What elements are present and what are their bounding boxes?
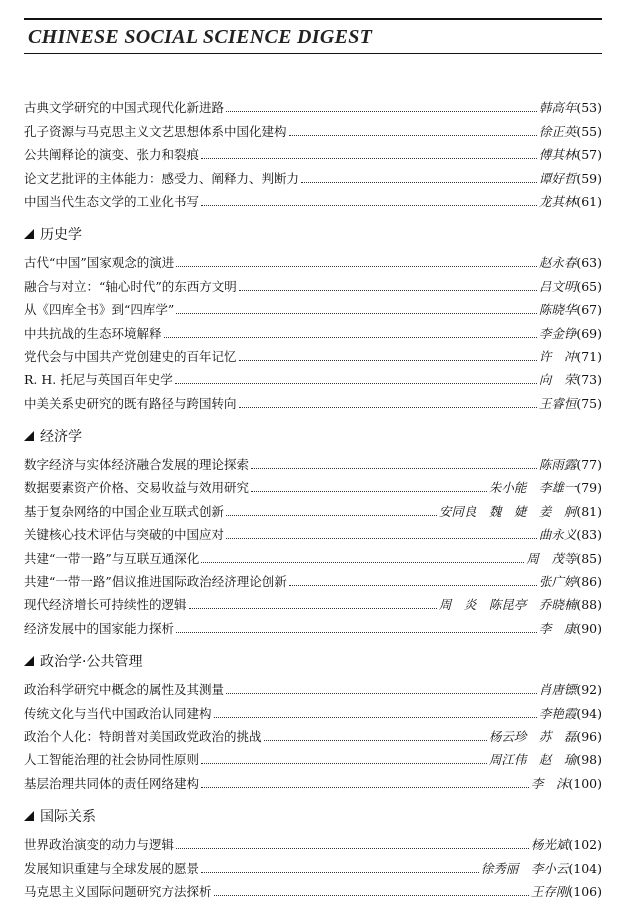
- entry-title: 数据要素资产价格、交易收益与效用研究: [24, 480, 250, 496]
- toc-entry[interactable]: [24, 566, 602, 589]
- entry-title: 党代会与中国共产党创建史的百年记忆: [24, 348, 237, 364]
- toc-entry[interactable]: [24, 542, 602, 565]
- dot-leader: [226, 515, 437, 516]
- toc-entry[interactable]: [24, 341, 602, 364]
- entry-title: 古代“中国”国家观念的演进: [24, 255, 175, 271]
- entry-page: (102): [568, 837, 602, 853]
- entry-title: 政治个人化：特朗普对美国政党政治的挑战: [24, 728, 262, 744]
- toc-entry[interactable]: [24, 472, 602, 495]
- entry-page: (75): [576, 395, 602, 411]
- entry-title: 从《四库全书》到“四库学”: [24, 302, 175, 318]
- toc-entry[interactable]: [24, 449, 602, 472]
- dot-leader: [239, 360, 537, 361]
- dot-leader: [214, 895, 529, 896]
- entry-page: (94): [576, 705, 602, 721]
- toc-entry[interactable]: [24, 495, 602, 518]
- dot-leader: [201, 562, 524, 563]
- triangle-marker-icon: [24, 229, 34, 239]
- toc-entry[interactable]: [24, 519, 602, 542]
- entry-author: 安同良 魏 婕 姜 舸: [438, 503, 577, 519]
- toc-entry[interactable]: [24, 317, 602, 340]
- entry-page: (104): [568, 860, 602, 876]
- entry-title: R. H. 托尼与英国百年史学: [24, 372, 173, 388]
- dot-leader: [189, 608, 437, 609]
- entry-page: (57): [576, 147, 602, 163]
- entry-page: (67): [576, 302, 602, 318]
- entry-author: 杨光斌: [530, 837, 569, 853]
- entry-author: 赵永春: [538, 255, 577, 271]
- entry-page: (73): [576, 372, 602, 388]
- toc-section: [24, 648, 602, 791]
- table-of-contents: [24, 92, 602, 899]
- dot-leader: [164, 337, 537, 338]
- entry-page: (63): [576, 255, 602, 271]
- entry-title: 传统文化与当代中国政治认同建构: [24, 705, 212, 721]
- section-heading-text: 政治学·公共管理: [40, 653, 143, 670]
- entry-page: (96): [576, 728, 602, 744]
- dot-leader: [201, 872, 479, 873]
- toc-entry[interactable]: [24, 186, 602, 209]
- entry-page: (88): [576, 597, 602, 613]
- entry-author: 王睿恒: [538, 395, 577, 411]
- entry-author: 李艳霞: [538, 705, 577, 721]
- toc-entry[interactable]: [24, 829, 602, 852]
- entry-author: 韩高年: [538, 100, 577, 116]
- toc-entry[interactable]: [24, 92, 602, 115]
- entry-author: 朱小能 李雄一: [488, 480, 577, 496]
- dot-leader: [289, 585, 537, 586]
- entry-page: (90): [576, 620, 602, 636]
- toc-entry[interactable]: [24, 115, 602, 138]
- entry-page: (106): [568, 883, 602, 899]
- toc-entry[interactable]: [24, 294, 602, 317]
- entry-title: 关键核心技术评估与突破的中国应对: [24, 527, 225, 543]
- entry-title: 公共阐释论的演变、张力和裂痕: [24, 147, 200, 163]
- dot-leader: [251, 468, 537, 469]
- toc-entry[interactable]: [24, 387, 602, 410]
- entry-page: (61): [576, 193, 602, 209]
- entry-title: 中美关系史研究的既有路径与跨国转向: [24, 395, 237, 411]
- toc-entry[interactable]: [24, 162, 602, 185]
- entry-author: 王存刚: [530, 883, 569, 899]
- entry-title: 人工智能治理的社会协同性原则: [24, 752, 200, 768]
- entry-author: 陈雨露: [538, 457, 577, 473]
- section-heading-text: 经济学: [40, 428, 82, 445]
- journal-title: CHINESE SOCIAL SCIENCE DIGEST: [28, 26, 373, 48]
- dot-leader: [226, 693, 537, 694]
- dot-leader: [226, 111, 537, 112]
- toc-entry[interactable]: [24, 744, 602, 767]
- entry-author: 肖唐镖: [538, 682, 577, 698]
- toc-entry[interactable]: [24, 697, 602, 720]
- dot-leader: [289, 135, 537, 136]
- entry-author: 曲永义: [538, 527, 577, 543]
- entry-author: 陈晓华: [538, 302, 577, 318]
- toc-section: [24, 221, 602, 411]
- entry-title: 融合与对立：“轴心时代”的东西方文明: [24, 278, 237, 294]
- masthead: [24, 18, 602, 54]
- entry-author: 傅其林: [538, 147, 577, 163]
- toc-entry[interactable]: [24, 589, 602, 612]
- dot-leader: [201, 787, 529, 788]
- toc-entry[interactable]: [24, 721, 602, 744]
- dot-leader: [264, 740, 487, 741]
- toc-section: [24, 423, 602, 636]
- entry-author: 吕文明: [538, 278, 577, 294]
- entry-author: 徐秀丽 李小云: [480, 860, 569, 876]
- entry-author: 徐正英: [538, 123, 577, 139]
- entry-title: 基层治理共同体的责任网络建构: [24, 775, 200, 791]
- entry-title: 现代经济增长可持续性的逻辑: [24, 597, 187, 613]
- dot-leader: [226, 538, 537, 539]
- entry-title: 中共抗战的生态环境解释: [24, 325, 162, 341]
- entry-author: 李 康: [538, 620, 577, 636]
- entry-title: 基于复杂网络的中国企业互联式创新: [24, 503, 225, 519]
- dot-leader: [176, 632, 537, 633]
- toc-entry[interactable]: [24, 674, 602, 697]
- section-heading: [24, 648, 602, 674]
- dot-leader: [251, 491, 487, 492]
- dot-leader: [176, 848, 529, 849]
- toc-entry[interactable]: [24, 364, 602, 387]
- entry-author: 周 炎 陈昆亭 乔晓楠: [438, 597, 577, 613]
- entry-author: 向 荣: [538, 372, 577, 388]
- entry-page: (81): [576, 503, 602, 519]
- toc-section: [24, 803, 602, 899]
- entry-title: 政治科学研究中概念的属性及其测量: [24, 682, 225, 698]
- triangle-marker-icon: [24, 656, 34, 666]
- entry-title: 论文艺批评的主体能力：感受力、阐释力、判断力: [24, 170, 300, 186]
- dot-leader: [239, 407, 537, 408]
- dot-leader: [176, 313, 537, 314]
- entry-title: 经济发展中的国家能力探析: [24, 620, 175, 636]
- entry-author: 李金铮: [538, 325, 577, 341]
- entry-page: (69): [576, 325, 602, 341]
- dot-leader: [201, 205, 537, 206]
- entry-title: 共建“一带一路”倡议推进国际政治经济理论创新: [24, 574, 287, 590]
- entry-page: (85): [576, 550, 602, 566]
- section-heading: [24, 423, 602, 449]
- entry-page: (92): [576, 682, 602, 698]
- section-heading: [24, 803, 602, 829]
- entry-author: 李 沫: [530, 775, 569, 791]
- entry-title: 发展知识重建与全球发展的愿景: [24, 860, 200, 876]
- triangle-marker-icon: [24, 431, 34, 441]
- entry-page: (77): [576, 457, 602, 473]
- toc-entry[interactable]: [24, 852, 602, 875]
- entry-page: (71): [576, 348, 602, 364]
- entry-page: (100): [568, 775, 602, 791]
- entry-title: 中国当代生态文学的工业化书写: [24, 193, 200, 209]
- toc-section: [24, 92, 602, 209]
- toc-entry[interactable]: [24, 876, 602, 899]
- entry-author: 周江伟 赵 瑜: [488, 752, 577, 768]
- entry-author: 许 冲: [538, 348, 577, 364]
- entry-page: (98): [576, 752, 602, 768]
- toc-entry[interactable]: [24, 270, 602, 293]
- entry-title: 孔子资源与马克思主义文艺思想体系中国化建构: [24, 123, 287, 139]
- dot-leader: [201, 158, 537, 159]
- entry-page: (55): [576, 123, 602, 139]
- section-heading-text: 国际关系: [40, 808, 96, 825]
- section-heading: [24, 221, 602, 247]
- entry-page: (59): [576, 170, 602, 186]
- entry-title: 共建“一带一路”与互联互通深化: [24, 550, 200, 566]
- dot-leader: [175, 383, 537, 384]
- toc-entry[interactable]: [24, 612, 602, 635]
- toc-entry[interactable]: [24, 139, 602, 162]
- dot-leader: [176, 266, 537, 267]
- entry-title: 马克思主义国际问题研究方法探析: [24, 883, 212, 899]
- dot-leader: [214, 717, 537, 718]
- entry-title: 世界政治演变的动力与逻辑: [24, 837, 175, 853]
- dot-leader: [201, 763, 487, 764]
- entry-author: 张广婷: [538, 574, 577, 590]
- entry-page: (83): [576, 527, 602, 543]
- toc-entry[interactable]: [24, 247, 602, 270]
- entry-author: 杨云珍 苏 磊: [488, 728, 577, 744]
- dot-leader: [301, 182, 537, 183]
- entry-page: (53): [576, 100, 602, 116]
- entry-page: (86): [576, 574, 602, 590]
- dot-leader: [239, 290, 537, 291]
- entry-title: 古典文学研究的中国式现代化新进路: [24, 100, 225, 116]
- section-heading-text: 历史学: [40, 226, 82, 243]
- entry-page: (79): [576, 480, 602, 496]
- triangle-marker-icon: [24, 811, 34, 821]
- toc-entry[interactable]: [24, 767, 602, 790]
- entry-author: 龙其林: [538, 193, 577, 209]
- entry-title: 数字经济与实体经济融合发展的理论探索: [24, 457, 250, 473]
- entry-author: 谭好哲: [538, 170, 577, 186]
- entry-page: (65): [576, 278, 602, 294]
- entry-author: 周 茂等: [526, 550, 577, 566]
